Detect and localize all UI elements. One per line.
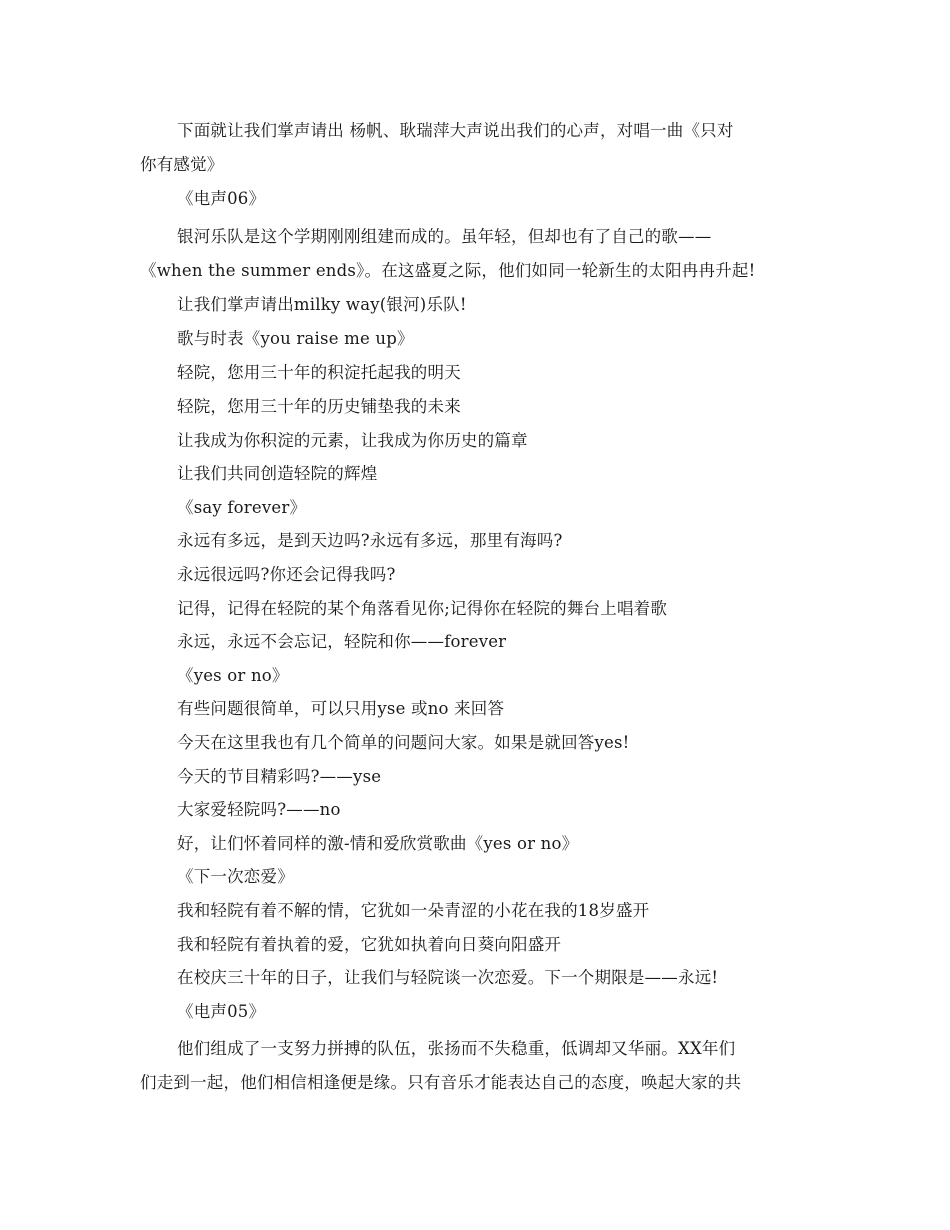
paragraph-line: 好，让们怀着同样的激-情和爱欣赏歌曲《yes or no》 <box>177 834 579 853</box>
paragraph-line: 永远有多远，是到天边吗?永远有多远，那里有海吗? <box>177 531 563 550</box>
paragraph-line: 下面就让我们掌声请出 杨帆、耿瑞萍大声说出我们的心声，对唱一曲《只对 <box>177 121 734 140</box>
paragraph-line: 大家爱轻院吗?——no <box>177 800 341 819</box>
paragraph-line: 歌与时表《you raise me up》 <box>177 329 414 348</box>
paragraph-line: 今天在这里我也有几个简单的问题问大家。如果是就回答yes! <box>177 733 630 752</box>
paragraph-line: 永远很远吗?你还会记得我吗? <box>177 565 396 584</box>
paragraph-line: 永远，永远不会忘记，轻院和你——forever <box>177 632 507 651</box>
paragraph-line: 们走到一起，他们相信相逢便是缘。只有音乐才能表达自己的态度，唤起大家的共 <box>140 1073 742 1092</box>
paragraph-line: 你有感觉》 <box>140 155 224 174</box>
paragraph-line: 《when the summer ends》。在这盛夏之际，他们如同一轮新生的太阳冉冉升起! <box>140 261 756 280</box>
section-title: 《yes or no》 <box>177 666 289 685</box>
section-title: 《say forever》 <box>177 498 307 517</box>
paragraph-line: 让我成为你积淀的元素，让我成为你历史的篇章 <box>177 431 528 450</box>
paragraph-line: 轻院，您用三十年的积淀托起我的明天 <box>177 363 461 382</box>
paragraph-line: 我和轻院有着不解的情，它犹如一朵青涩的小花在我的18岁盛开 <box>177 901 650 920</box>
paragraph-line: 有些问题很简单，可以只用yse 或no 来回答 <box>177 699 505 718</box>
section-title: 《电声05》 <box>177 1002 266 1021</box>
paragraph-line: 轻院，您用三十年的历史铺垫我的未来 <box>177 397 461 416</box>
paragraph-line: 让我们掌声请出milky way(银河)乐队! <box>177 295 467 314</box>
paragraph-line: 银河乐队是这个学期刚刚组建而成的。虽年轻，但却也有了自己的歌—— <box>177 227 712 246</box>
paragraph-line: 今天的节目精彩吗?——yse <box>177 767 382 786</box>
paragraph-line: 我和轻院有着执着的爱，它犹如执着向日葵向阳盛开 <box>177 935 562 954</box>
paragraph-line: 在校庆三十年的日子，让我们与轻院谈一次恋爱。下一个期限是——永远! <box>177 968 719 987</box>
section-title: 《下一次恋爱》 <box>177 867 294 886</box>
paragraph-line: 记得，记得在轻院的某个角落看见你;记得你在轻院的舞台上唱着歌 <box>177 599 668 618</box>
paragraph-line: 他们组成了一支努力拼搏的队伍，张扬而不失稳重，低调却又华丽。XX年们 <box>177 1039 736 1058</box>
section-title: 《电声06》 <box>177 189 266 208</box>
paragraph-line: 让我们共同创造轻院的辉煌 <box>177 464 378 483</box>
